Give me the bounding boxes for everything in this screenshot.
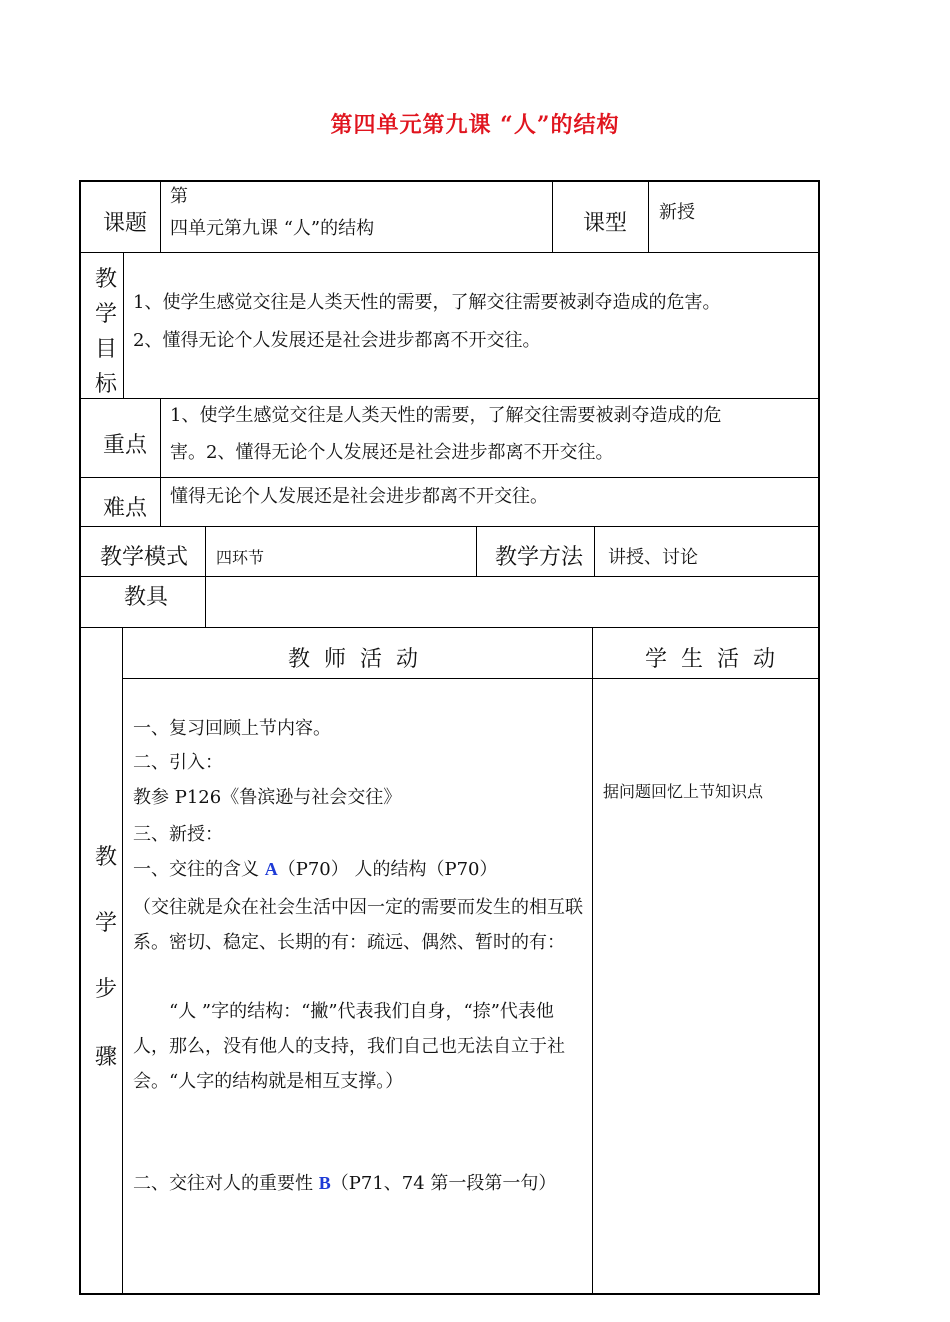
teacher-paragraph: 三、新授： <box>133 824 223 845</box>
col-divider <box>123 252 124 398</box>
objectives-label-char: 目 <box>95 337 118 362</box>
topic-label: 课题 <box>103 211 148 236</box>
table-border-top <box>79 180 820 182</box>
row-divider <box>122 678 820 679</box>
objective-line: 1、使学生感觉交往是人类天性的需要，了解交往需要被剥夺造成的危害。 <box>133 292 721 313</box>
col-divider <box>160 398 161 526</box>
teacher-paragraph: 教参 P126《鲁滨逊与社会交往》 <box>133 787 402 808</box>
row-divider <box>79 627 820 628</box>
topic-value-line2: 四单元第九课 “人”的结构 <box>170 218 375 239</box>
row-divider <box>79 398 820 399</box>
table-border-left <box>79 180 81 1295</box>
type-label: 课型 <box>583 211 628 236</box>
objectives-label-char: 学 <box>95 302 118 327</box>
objectives-label-char: 标 <box>95 372 118 397</box>
teacher-paragraph: “人 ”字的结构：“撇”代表我们自身，“捺”代表他人，那么，没有他人的支持，我们自己也无法自立于社会。“人字的结构就是相互支撑。） <box>133 1001 565 1092</box>
row-divider <box>79 526 820 527</box>
teacher-paragraph: （交往就是众在社会生活中因一定的需要而发生的相互联系。密切、稳定、长期的有：疏远、偶然、暂时的有： <box>133 897 583 953</box>
teacher-paragraph: 一、复习回顾上节内容。 <box>133 718 331 739</box>
steps-label-char: 教 <box>95 845 118 870</box>
tools-label: 教具 <box>124 585 169 610</box>
steps-label-char: 骤 <box>95 1045 118 1070</box>
col-divider <box>552 180 553 252</box>
col-divider <box>205 526 206 627</box>
key-points-line: 1、使学生感觉交往是人类天性的需要，了解交往需要被剥夺造成的危 <box>170 405 722 426</box>
row-divider <box>79 477 820 478</box>
steps-label-char: 步 <box>95 977 118 1002</box>
mode-value: 四环节 <box>216 548 265 567</box>
type-value: 新授 <box>659 202 695 223</box>
topic-value-line1: 第 <box>170 186 188 207</box>
method-value: 讲授、讨论 <box>608 547 698 568</box>
teacher-text: 二、交往对人的重要性 <box>133 1173 319 1194</box>
steps-label-char: 学 <box>95 911 118 936</box>
col-divider <box>160 180 161 252</box>
col-divider <box>592 627 593 1293</box>
key-points-label: 重点 <box>103 433 148 458</box>
mode-label: 教学模式 <box>100 545 189 570</box>
row-divider <box>79 576 820 577</box>
student-activity-header: 学生活动 <box>645 647 790 672</box>
col-divider <box>476 526 477 576</box>
teacher-activity-header: 教师活动 <box>288 647 433 672</box>
col-divider <box>594 526 595 576</box>
mark-a: A <box>264 859 278 879</box>
teacher-paragraph <box>133 855 498 881</box>
teacher-text: （P71、74 第一段第一句） <box>330 1173 557 1194</box>
table-border-bottom <box>79 1293 820 1295</box>
document-title: 第四单元第九课 “人”的结构 <box>330 112 620 138</box>
student-activity-text: 据问题回忆上节知识点 <box>603 782 764 801</box>
teacher-paragraph <box>133 1166 583 1201</box>
teacher-text: 一、交往的含义 <box>133 859 265 880</box>
mark-b: B <box>318 1173 331 1193</box>
objective-line: 2、懂得无论个人发展还是社会进步都离不开交往。 <box>133 330 541 351</box>
key-points-line: 害。2、懂得无论个人发展还是社会进步都离不开交往。 <box>170 442 614 463</box>
difficulties-label: 难点 <box>103 496 148 521</box>
col-divider <box>648 180 649 252</box>
method-label: 教学方法 <box>495 545 584 570</box>
row-divider <box>79 252 820 253</box>
objectives-label-char: 教 <box>95 267 118 292</box>
teacher-text: （P70） 人的结构（P70） <box>277 859 498 880</box>
teacher-paragraph: 二、引入： <box>133 752 223 773</box>
difficulties-text: 懂得无论个人发展还是社会进步都离不开交往。 <box>170 486 548 507</box>
table-border-right <box>818 180 820 1295</box>
col-divider <box>122 627 123 1295</box>
